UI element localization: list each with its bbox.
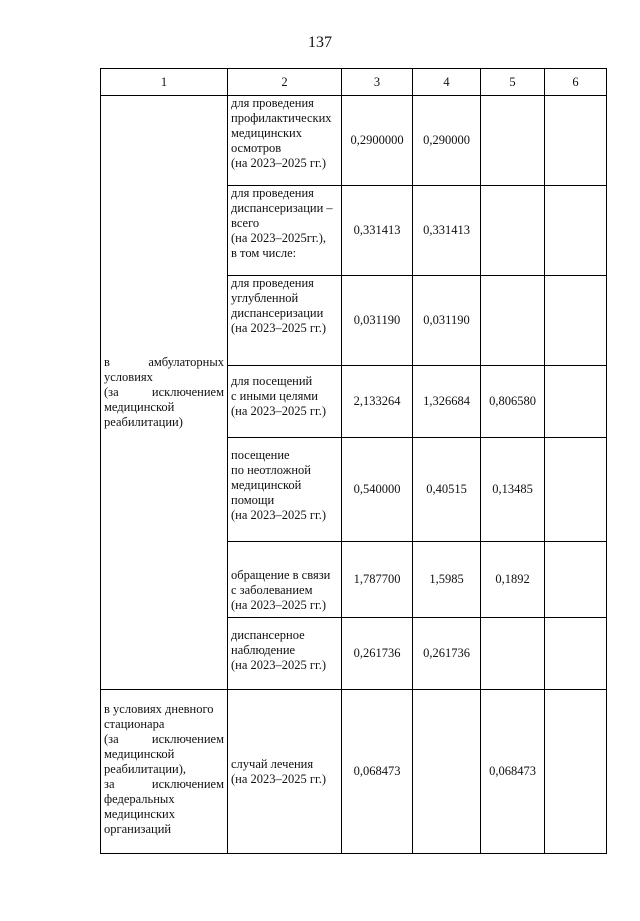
header-col-4: 4 bbox=[413, 69, 481, 96]
row-name-line: всего bbox=[231, 216, 260, 230]
row-name-line: (на 2023–2025гг.), bbox=[231, 231, 327, 245]
value-col-3: 1,787700 bbox=[342, 542, 413, 618]
row-name-line: по неотложной bbox=[231, 463, 311, 477]
header-col-5: 5 bbox=[481, 69, 545, 96]
group-label-line: организаций bbox=[104, 822, 172, 836]
value-col-4: 0,261736 bbox=[413, 618, 481, 690]
row-name-line: (на 2023–2025 гг.) bbox=[231, 771, 327, 786]
header-col-1: 1 bbox=[101, 69, 228, 96]
group-label-line: медицинских bbox=[104, 807, 175, 821]
value-col-5: 0,13485 bbox=[481, 438, 545, 542]
row-name-line: диспансеризации bbox=[231, 306, 324, 320]
row-name-line: (на 2023–2025 гг.) bbox=[231, 598, 327, 612]
header-col-6: 6 bbox=[545, 69, 607, 96]
row-name-line: для проведения bbox=[231, 96, 314, 110]
value-col-6 bbox=[545, 186, 607, 276]
row-name-line: (на 2023–2025 гг.) bbox=[231, 658, 327, 672]
row-name-line: (на 2023–2025 гг.) bbox=[231, 508, 327, 522]
row-name-line: для проведения bbox=[231, 276, 314, 290]
group-label-line: (за исключением bbox=[104, 732, 224, 746]
value-col-6 bbox=[545, 542, 607, 618]
data-table bbox=[100, 68, 607, 854]
group-label-line: реабилитации) bbox=[104, 415, 183, 429]
value-col-4 bbox=[413, 690, 481, 854]
value-col-4: 1,5985 bbox=[413, 542, 481, 618]
row-name-line: в том числе: bbox=[231, 246, 297, 260]
group-label-line: условиях bbox=[104, 370, 153, 384]
row-name-line: посещение bbox=[231, 448, 290, 462]
row-name-line: медицинской bbox=[231, 478, 302, 492]
group-label-line: медицинской bbox=[104, 747, 175, 761]
value-col-6 bbox=[545, 438, 607, 542]
group-label-day-hospital bbox=[101, 690, 228, 854]
value-col-6 bbox=[545, 276, 607, 366]
row-name-line: обращение в связи bbox=[231, 568, 331, 582]
value-col-4: 0,331413 bbox=[413, 186, 481, 276]
value-col-5 bbox=[481, 96, 545, 186]
value-col-4: 0,290000 bbox=[413, 96, 481, 186]
group-label-line: (за исключением bbox=[104, 385, 224, 399]
row-name-line: (на 2023–2025 гг.) bbox=[231, 321, 327, 335]
header-col-3: 3 bbox=[342, 69, 413, 96]
value-col-6 bbox=[545, 366, 607, 438]
row-name-line: наблюдение bbox=[231, 643, 296, 657]
value-col-5 bbox=[481, 618, 545, 690]
row-name bbox=[228, 438, 342, 542]
row-name bbox=[228, 366, 342, 438]
value-col-3: 0,540000 bbox=[342, 438, 413, 542]
value-col-3: 0,068473 bbox=[342, 690, 413, 854]
value-col-3: 0,261736 bbox=[342, 618, 413, 690]
row-name-line: диспансерное bbox=[231, 628, 305, 642]
value-col-4: 1,326684 bbox=[413, 366, 481, 438]
group-label-line: за исключением bbox=[104, 777, 224, 791]
group-label-line: стационара bbox=[104, 717, 165, 731]
row-name-line: медицинских bbox=[231, 126, 302, 140]
row-name bbox=[228, 96, 342, 186]
row-name-line: с иными целями bbox=[231, 389, 318, 403]
row-name-line: профилактических bbox=[231, 111, 332, 125]
value-col-5: 0,1892 bbox=[481, 542, 545, 618]
value-col-6 bbox=[545, 690, 607, 854]
table-row bbox=[101, 96, 607, 186]
row-name-line: (на 2023–2025 гг.) bbox=[231, 156, 327, 170]
page-number: 137 bbox=[308, 34, 332, 51]
row-name-line: диспансеризации – bbox=[231, 201, 333, 215]
row-name-line: осмотров bbox=[231, 141, 282, 155]
value-col-6 bbox=[545, 618, 607, 690]
value-col-6 bbox=[545, 96, 607, 186]
value-col-3: 0,2900000 bbox=[342, 96, 413, 186]
group-label-line: в амбулаторных bbox=[104, 355, 224, 369]
header-col-2: 2 bbox=[228, 69, 342, 96]
value-col-5 bbox=[481, 186, 545, 276]
row-name-line: случай лечения bbox=[231, 756, 314, 771]
value-col-3: 0,031190 bbox=[342, 276, 413, 366]
value-col-4: 0,40515 bbox=[413, 438, 481, 542]
row-name-line: для проведения bbox=[231, 186, 314, 200]
row-name-line: углубленной bbox=[231, 291, 299, 305]
header-row bbox=[101, 69, 607, 96]
group-label-line: реабилитации), bbox=[104, 762, 186, 776]
row-name bbox=[228, 542, 342, 618]
row-name-line: (на 2023–2025 гг.) bbox=[231, 404, 327, 418]
group-label-line: медицинской bbox=[104, 400, 175, 414]
row-name-line: помощи bbox=[231, 493, 275, 507]
row-name bbox=[228, 276, 342, 366]
row-name bbox=[228, 690, 342, 854]
value-col-3: 0,331413 bbox=[342, 186, 413, 276]
row-name bbox=[228, 618, 342, 690]
row-name bbox=[228, 186, 342, 276]
value-col-5 bbox=[481, 276, 545, 366]
value-col-4: 0,031190 bbox=[413, 276, 481, 366]
table-row bbox=[101, 690, 607, 854]
value-col-3: 2,133264 bbox=[342, 366, 413, 438]
group-label-line: федеральных bbox=[104, 792, 175, 806]
value-col-5: 0,068473 bbox=[481, 690, 545, 854]
group-label-line: в условиях дневного bbox=[104, 702, 214, 716]
row-name-line: для посещений bbox=[231, 374, 313, 388]
value-col-5: 0,806580 bbox=[481, 366, 545, 438]
row-name-line: с заболеванием bbox=[231, 583, 313, 597]
group-label-outpatient bbox=[101, 96, 228, 690]
